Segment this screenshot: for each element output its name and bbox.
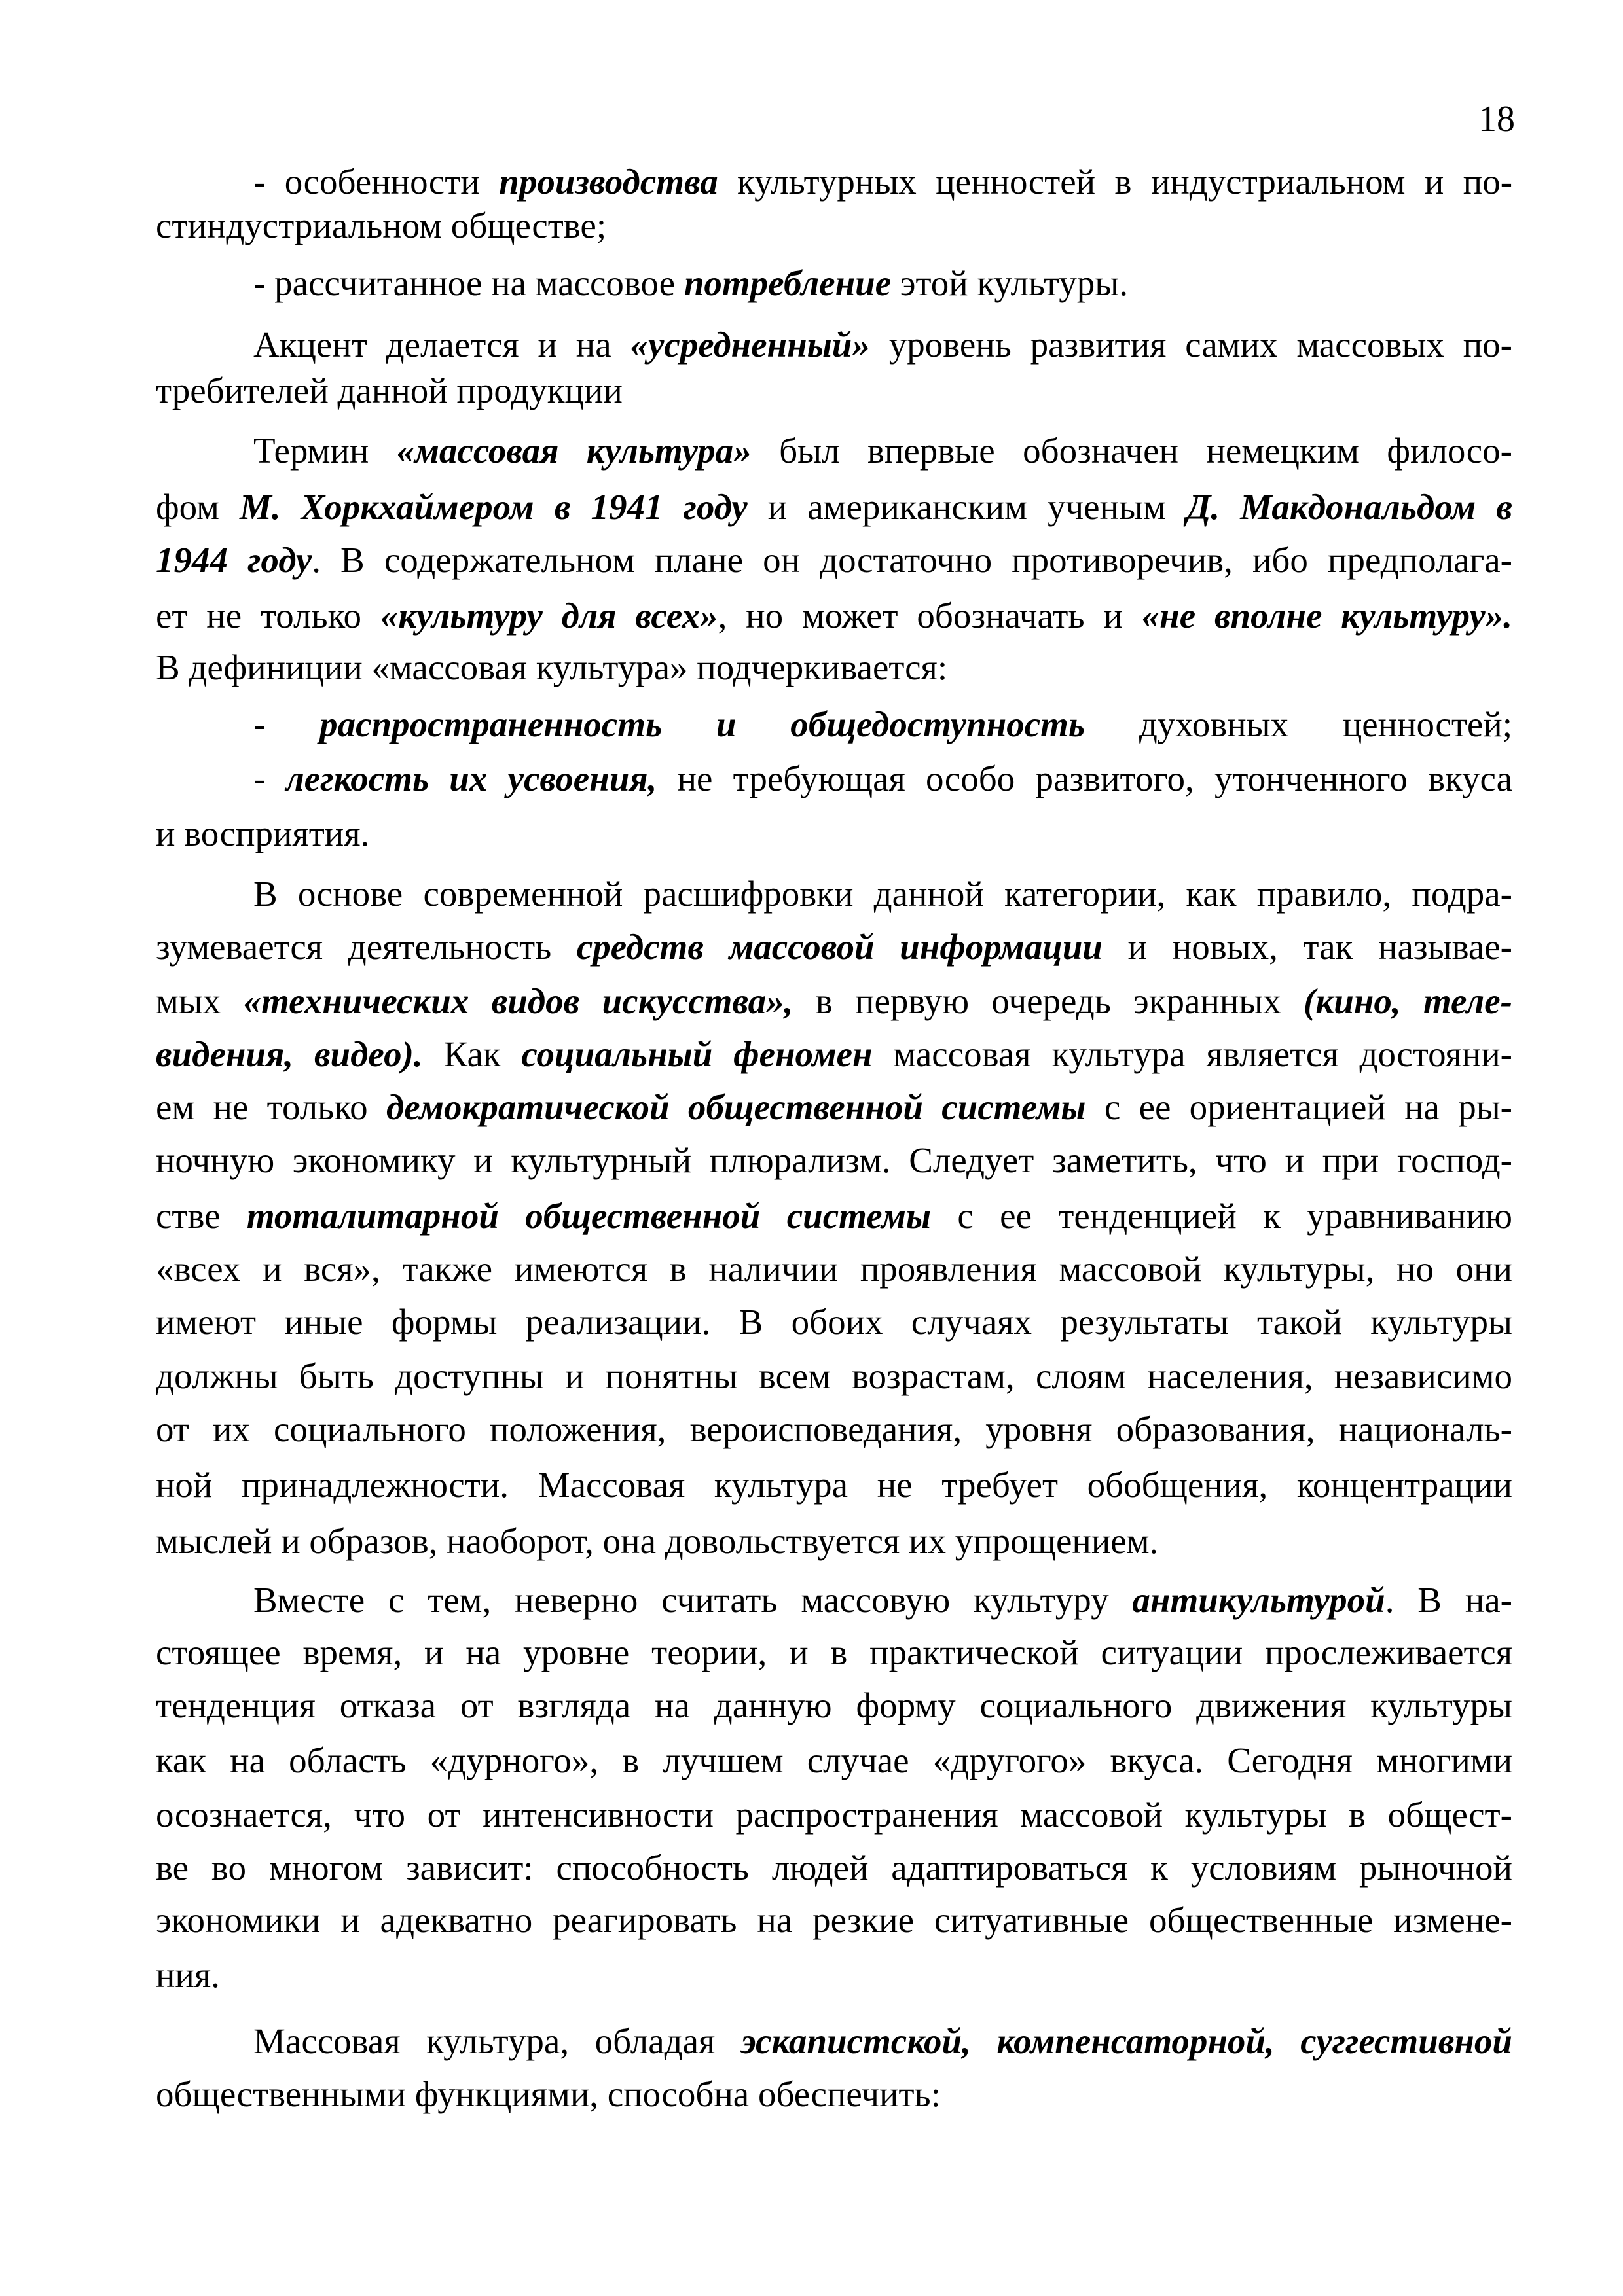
body-text: - [253,704,320,744]
text-line [253,159,1512,205]
body-text: тенденция отказа от взгляда на данную форму социального движения культуры [156,1685,1512,1725]
body-text: и новых, так называе- [1103,927,1512,967]
body-text: В основе современной расшифровки данной категории, как правило, подра- [253,874,1512,914]
body-text: В дефиниции «массовая культура» подчеркивается: [156,647,948,687]
body-text: и американским ученым [747,487,1186,527]
body-text: от их социального положения, вероисповедания, уровня образования, националь- [156,1409,1512,1449]
emphasized-text: тоталитарной общественной системы [246,1196,932,1236]
text-line [253,702,1512,747]
text-line [156,1897,1512,1943]
emphasized-text: М. Хоркхаймером в 1941 году [239,487,748,527]
body-text: . В содержательном плане он достаточно противоречив, ибо предполага- [312,540,1512,580]
body-text: не требующая особо развитого, утонченного вкуса [657,759,1512,798]
text-line [253,428,1512,474]
text-line [156,811,1512,857]
emphasized-text: «усредненный» [630,325,870,365]
emphasized-text: антикультурой [1132,1580,1385,1620]
emphasized-text: легкость их усвоения, [285,759,657,798]
emphasized-text: распространенность и общедоступность [319,704,1085,744]
text-line [253,260,1512,306]
emphasized-text: социальный феномен [521,1034,873,1074]
text-line [156,1845,1512,1891]
body-text: культурных ценностей в индустриальном и по- [718,162,1513,202]
emphasized-text: «технических видов искусства», [243,981,793,1021]
body-text: - особенности [253,162,500,202]
emphasized-text: производства [499,162,718,202]
text-line [156,1299,1512,1345]
body-text: Термин [253,431,397,471]
text-line [156,537,1512,583]
body-text: стиндустриальном обществе; [156,206,607,245]
text-line [156,1354,1512,1399]
body-text: экономики и адекватно реагировать на резкие ситуативные общественные измене- [156,1900,1512,1940]
body-text: имеют иные формы реализации. В обоих случаях результаты такой культуры [156,1302,1512,1342]
body-text: был впервые обозначен немецким филосо- [751,431,1512,471]
emphasized-text: «массовая культура» [396,431,752,471]
body-text: этой культуры. [891,263,1128,303]
text-line [156,203,1512,249]
body-text: ной принадлежности. Массовая культура не требует обобщения, концентрации [156,1465,1512,1505]
body-text: - рассчитанное на массовое [253,263,684,303]
body-text: ния. [156,1955,220,1995]
emphasized-text: демократической общественной системы [386,1087,1086,1127]
body-text: «всех и вся», также имеются в наличии проявления массовой культуры, но они [156,1249,1512,1289]
body-text: фом [156,487,240,527]
body-text: в первую очередь экранных [793,981,1304,1021]
body-text: ночную экономику и культурный плюрализм. Следует заметить, что и при господ- [156,1140,1512,1180]
text-line [156,1630,1512,1676]
body-text: духовных ценностей; [1085,704,1512,744]
text-line [156,1085,1512,1130]
text-line [156,645,1512,691]
body-text: общественными функциями, способна обеспечить: [156,2074,941,2114]
body-text: стоящее время, и на уровне теории, и в практической ситуации прослеживается [156,1632,1512,1672]
body-text: Массовая культура, обладая [253,2021,741,2061]
body-text: требителей данной продукции [156,370,623,410]
body-text: мых [156,981,244,1021]
text-line [156,1138,1512,1183]
emphasized-text: 1944 году [156,540,312,580]
body-text: ет не только [156,596,380,636]
body-text: осознается, что от интенсивности распространения массовой культуры в общест- [156,1795,1512,1835]
body-text: Как [422,1034,522,1074]
text-line [156,368,1512,414]
body-text: стве [156,1196,247,1236]
body-text: массовая культура является достояни- [872,1034,1512,1074]
text-line [156,1462,1512,1508]
text-line [156,1792,1512,1838]
text-line [253,1577,1512,1623]
body-text: Акцент делается и на [253,325,630,365]
text-line [156,924,1512,970]
text-line [156,1738,1512,1784]
text-line [253,322,1512,368]
body-text: - [253,759,286,798]
body-text: мыслей и образов, наоборот, она довольствуется их упрощением. [156,1521,1159,1561]
text-line [156,1683,1512,1729]
emphasized-text: Д. Макдональдом в [1186,487,1512,527]
body-text: зумевается деятельность [156,927,577,967]
text-line [156,1407,1512,1452]
emphasized-text: потребление [684,263,892,303]
text-line [156,1246,1512,1292]
body-text: . В на- [1385,1580,1512,1620]
emphasized-text: «культуру для всех» [380,596,718,636]
text-line [156,978,1512,1024]
text-line [156,1193,1512,1239]
body-text: ем не только [156,1087,386,1127]
emphasized-text: «не вполне культуру». [1141,596,1512,636]
text-line [156,2072,1512,2117]
text-line [156,1952,1512,1998]
body-text: с ее ориентацией на ры- [1085,1087,1512,1127]
text-line [156,593,1512,639]
text-line [156,484,1512,530]
body-text: как на область «дурного», в лучшем случае «другого» вкуса. Сегодня многими [156,1740,1512,1780]
emphasized-text: видения, видео). [156,1034,423,1074]
body-text: ве во многом зависит: способность людей адаптироваться к условиям рыночной [156,1848,1512,1888]
page-number: 18 [1478,99,1515,139]
body-text: уровень развития самих массовых по- [869,325,1512,365]
emphasized-text: (кино, теле- [1304,981,1512,1021]
body-text: Вместе с тем, неверно считать массовую культуру [253,1580,1133,1620]
emphasized-text: средств массовой информации [576,927,1103,967]
text-line [253,871,1512,917]
body-text: должны быть доступны и понятны всем возрастам, слоям населения, независимо [156,1356,1512,1396]
text-line [156,1031,1512,1077]
emphasized-text: эскапистской, компенсаторной, суггестивной [740,2021,1512,2061]
body-text: с ее тенденцией к уравниванию [931,1196,1512,1236]
body-text: и восприятия. [156,814,370,853]
text-line [253,756,1512,802]
body-text: , но может обозначать и [718,596,1142,636]
text-line [253,2018,1512,2064]
text-line [156,1518,1512,1564]
